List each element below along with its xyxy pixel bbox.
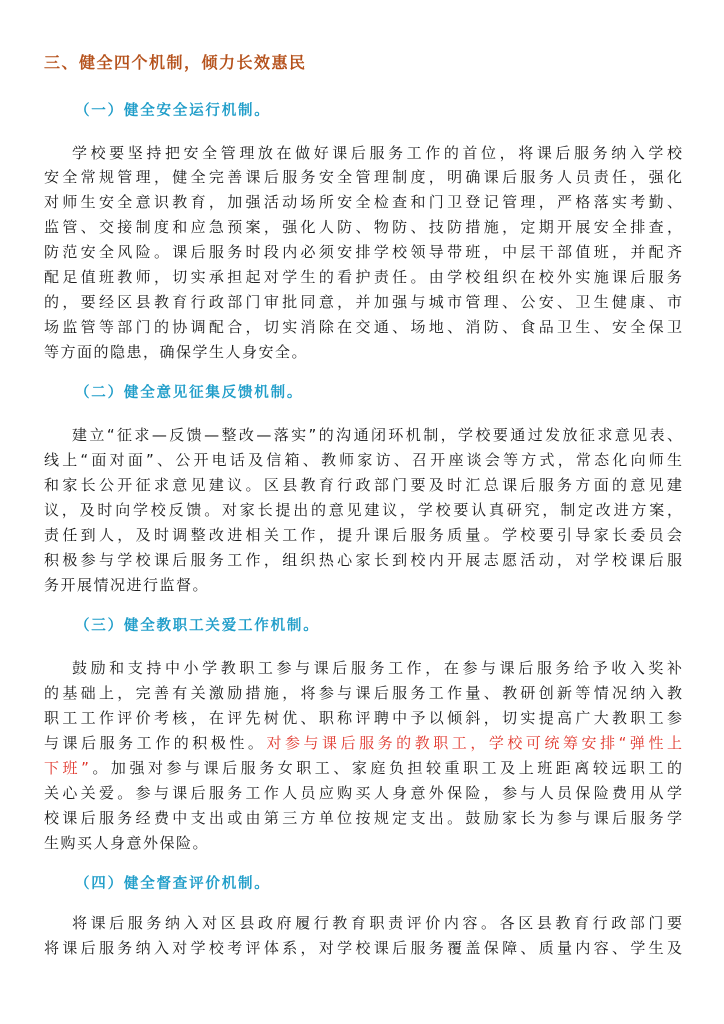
paragraph-line: 积极参与学校课后服务工作，组织热心家长到校内开展志愿活动，对学校课后服 — [44, 551, 682, 569]
highlighted-text: 下班” — [44, 759, 89, 777]
section-title: 三、健全四个机制，倾力长效惠民 — [44, 53, 307, 72]
paragraph-line: 学校要坚持把安全管理放在做好课后服务工作的首位，将课后服务纳入学校 — [72, 144, 682, 162]
subsection-heading-4: （四）健全督查评价机制。 — [75, 876, 271, 892]
paragraph-line: 议，及时向学校反馈。对家长提出的意见建议，学校要认真研究，制定改进方案， — [44, 501, 682, 519]
paragraph-line: 鼓励和支持中小学教职工参与课后服务工作，在参与课后服务给予收入奖补 — [72, 659, 682, 677]
paragraph-line: 等方面的隐患，确保学生人身安全。 — [44, 343, 309, 361]
paragraph-line: 线上“面对面”、公开电话及信箱、教师家访、召开座谈会等方式，常态化向师生 — [44, 451, 682, 469]
paragraph-line: 关心关爱。参与课后服务工作人员应购买人身意外保险，参与人员保险费用从学 — [44, 784, 682, 802]
paragraph-line: 责任到人，及时调整改进相关工作，提升课后服务质量。学校要引导家长委员会 — [44, 526, 682, 544]
highlighted-text: 对参与课后服务的教职工，学校可统筹安排“弹性上 — [266, 734, 682, 752]
subsection-heading-3: （三）健全教职工关爱工作机制。 — [75, 618, 320, 634]
paragraph-line: 和家长公开征求意见建议。区县教育行政部门要及时汇总课后服务方面的意见建 — [44, 476, 682, 494]
paragraph-line: 监管、交接制度和应急预案，强化人防、物防、技防措施，定期开展安全排查， — [44, 218, 682, 236]
paragraph-line: 的，要经区县教育行政部门审批同意，并加强与城市管理、公安、卫生健康、市 — [44, 293, 682, 311]
paragraph-line: 职工工作评价考核，在评先树优、职称评聘中予以倾斜，切实提高广大教职工参 — [44, 709, 682, 727]
subsection-heading-1: （一）健全安全运行机制。 — [75, 103, 271, 119]
paragraph-line — [44, 758, 682, 778]
paragraph-line: 配足值班教师，切实承担起对学生的看护责任。由学校组织在校外实施课后服务 — [44, 268, 682, 286]
paragraph-line: 的基础上，完善有关激励措施，将参与课后服务工作量、教研创新等情况纳入教 — [44, 684, 682, 702]
text-run: 。加强对参与课后服务女职工、家庭负担较重职工及上班距离较远职工的 — [88, 759, 682, 777]
paragraph-line: 将课后服务纳入对学校考评体系，对学校课后服务覆盖保障、质量内容、学生及 — [44, 939, 682, 957]
paragraph-line: 防范安全风险。课后服务时段内必须安排学校领导带班，中层干部值班，并配齐 — [44, 243, 682, 261]
paragraph-line: 场监管等部门的协调配合，切实消除在交通、场地、消防、食品卫生、安全保卫 — [44, 318, 682, 336]
paragraph-line: 对师生安全意识教育，加强活动场所安全检查和门卫登记管理，严格落实考勤、 — [44, 193, 682, 211]
paragraph-line: 务开展情况进行监督。 — [44, 576, 210, 594]
paragraph-line: 生购买人身意外保险。 — [44, 834, 210, 852]
paragraph-line: 建立“征求—反馈—整改—落实”的沟通闭环机制，学校要通过发放征求意见表、 — [72, 426, 682, 444]
subsection-heading-2: （二）健全意见征集反馈机制。 — [75, 385, 304, 401]
text-run: 与课后服务工作的积极性。 — [44, 734, 267, 752]
paragraph-line: 校课后服务经费中支出或由第三方单位按规定支出。鼓励家长为参与课后服务学 — [44, 809, 682, 827]
paragraph-line: 安全常规管理，健全完善课后服务安全管理制度，明确课后服务人员责任，强化 — [44, 168, 682, 186]
paragraph-line — [44, 733, 682, 753]
paragraph-line: 将课后服务纳入对区县政府履行教育职责评价内容。各区县教育行政部门要 — [72, 914, 682, 932]
